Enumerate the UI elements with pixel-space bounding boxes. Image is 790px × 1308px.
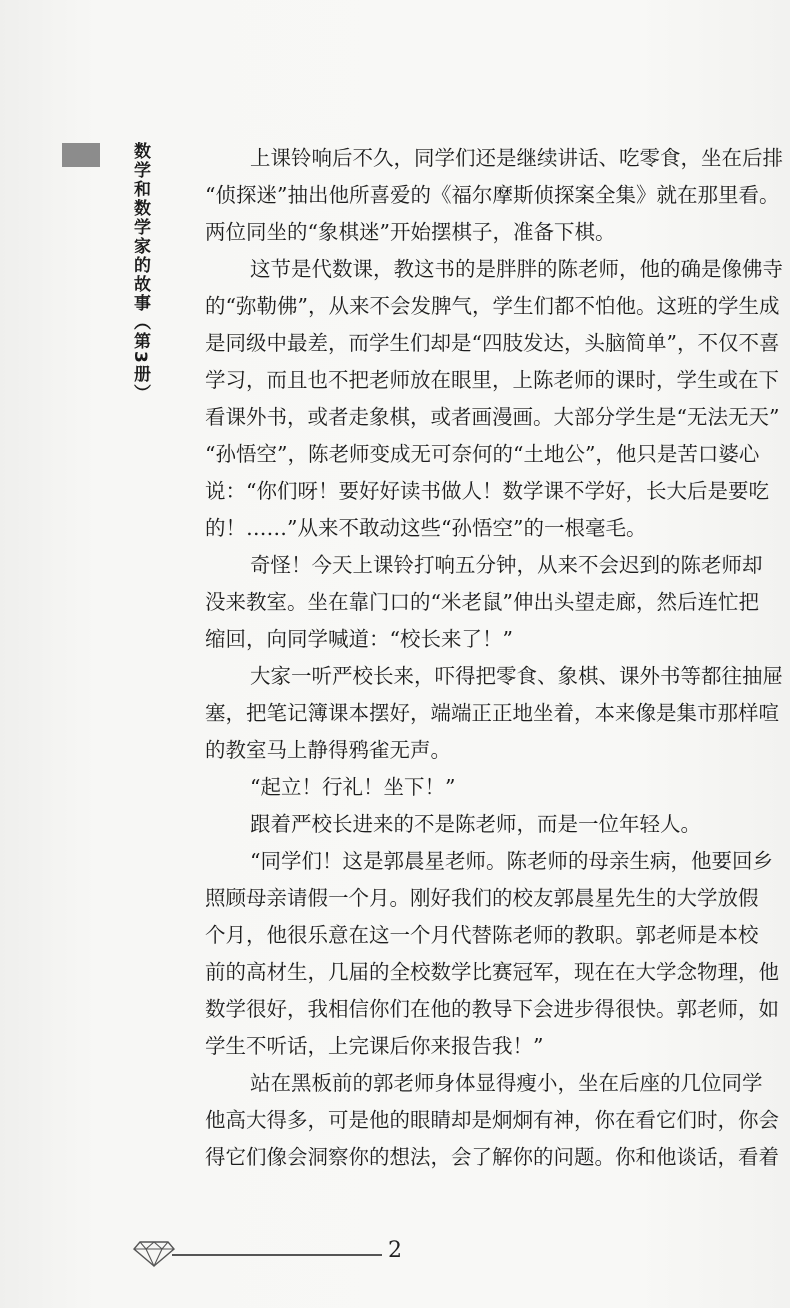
text-line: 前的高材生，几届的全校数学比赛冠军，现在在大学念物理，他 [205, 960, 779, 984]
page-number: 2 [388, 1238, 402, 1263]
text-line: 的！……”从来不敢动这些“孙悟空”的一根毫毛。 [205, 516, 647, 540]
text-line: 数学很好，我相信你们在他的教导下会进步得很快。郭老师，如 [205, 997, 779, 1021]
text-line: 奇怪！今天上课铃打响五分钟，从来不会迟到的陈老师却 [250, 553, 763, 577]
text-line: 两位同坐的“象棋迷”开始摆棋子，准备下棋。 [205, 220, 616, 244]
text-line: 学习，而且也不把老师放在眼里，上陈老师的课时，学生或在下 [205, 368, 779, 392]
text-line: 站在黑板前的郭老师身体显得瘦小，坐在后座的几位同学 [250, 1071, 763, 1095]
body-text [205, 140, 790, 1176]
text-line: 学生不听话，上完课后你来报告我！” [205, 1034, 544, 1058]
text-line: “孙悟空”，陈老师变成无可奈何的“土地公”，他只是苦口婆心 [205, 442, 760, 466]
text-line: 得它们像会洞察你的想法，会了解你的问题。你和他谈话，看着 [205, 1145, 779, 1169]
text-line: 没来教室。坐在靠门口的“米老鼠”伸出头望走廊，然后连忙把 [205, 590, 759, 614]
book-title-vertical: 数学和数学家的故事（第3册） [130, 142, 150, 403]
text-line: 他高大得多，可是他的眼睛却是炯炯有神，你在看它们时，你会 [205, 1108, 779, 1132]
text-line: “起立！行礼！坐下！” [250, 775, 456, 799]
text-line: 塞，把笔记簿课本摆好，端端正正地坐着，本来像是集市那样喧 [205, 701, 779, 725]
text-line: 的“弥勒佛”，从来不会发脾气，学生们都不怕他。这班的学生成 [205, 294, 780, 318]
text-line: 缩回，向同学喊道：“校长来了！” [205, 627, 513, 651]
text-line: 照顾母亲请假一个月。刚好我们的校友郭晨星先生的大学放假 [205, 886, 759, 910]
text-line: 说：“你们呀！要好好读书做人！数学课不学好，长大后是要吃 [205, 479, 769, 503]
text-line: “侦探迷”抽出他所喜爱的《福尔摩斯侦探案全集》就在那里看。 [205, 183, 780, 207]
diamond-icon [132, 1238, 176, 1268]
text-line: 个月，他很乐意在这一个月代替陈老师的教职。郭老师是本校 [205, 923, 759, 947]
text-line: “同学们！这是郭晨星老师。陈老师的母亲生病，他要回乡 [250, 849, 773, 873]
text-line: 是同级中最差，而学生们却是“四肢发达，头脑简单”，不仅不喜 [205, 331, 780, 355]
side-tab-marker [62, 143, 100, 167]
text-line: 这节是代数课，教这书的是胖胖的陈老师，他的确是像佛寺 [250, 257, 783, 281]
text-line: 看课外书，或者走象棋，或者画漫画。大部分学生是“无法无天” [205, 405, 780, 429]
footer-rule [172, 1254, 382, 1256]
text-line: 大家一听严校长来，吓得把零食、象棋、课外书等都往抽屉 [250, 664, 783, 688]
text-line: 跟着严校长进来的不是陈老师，而是一位年轻人。 [250, 812, 701, 836]
text-line: 上课铃响后不久，同学们还是继续讲话、吃零食，坐在后排 [250, 146, 783, 170]
text-line: 的教室马上静得鸦雀无声。 [205, 738, 451, 762]
